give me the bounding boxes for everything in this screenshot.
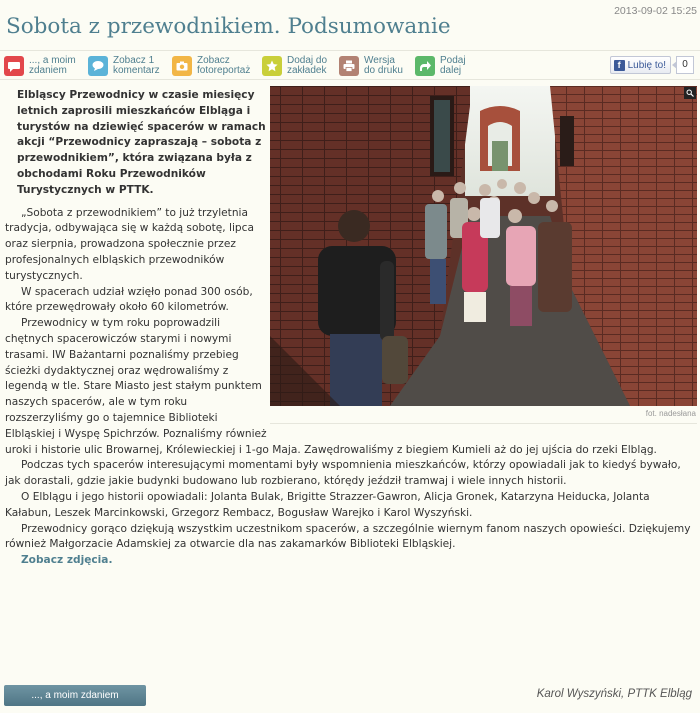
share-button[interactable]: Podaj dalej xyxy=(415,54,466,78)
see-photos-link[interactable]: Zobacz zdjęcia xyxy=(21,554,109,567)
comment-icon xyxy=(88,56,108,76)
print-version-button[interactable]: Wersja do druku xyxy=(339,54,403,78)
speech-bubble-icon xyxy=(4,56,24,76)
view-comments-button[interactable]: Zobacz 1 komentarz xyxy=(88,54,160,78)
facebook-icon: f xyxy=(614,60,625,71)
photo-caption: fot. nadesłana xyxy=(645,409,696,418)
article-toolbar xyxy=(0,50,700,80)
camera-icon xyxy=(172,56,192,76)
article-lead: Elbląscy Przewodnicy w czasie miesięcy letnich zaprosili mieszkańców Elbląga i turystów na dziewięć spacerów w ramach akcji “Przewodnicy zapraszają – sobota z przewodnikiem”, która związana była z obchodami Roku Przewodników Turystycznych w PTTK. xyxy=(17,89,266,196)
article-title: Sobota z przewodnikiem. Podsumowanie xyxy=(6,14,451,39)
article-paragraph: „Sobota z przewodnikiem” to już trzyletnia tradycja, odbywająca się w każdą sobotę, lipca oraz sierpnia, prowadzona społecznie przez profesjonalnych elbląskich przewodników turystycznych. xyxy=(5,206,254,282)
photo-report-button[interactable]: Zobacz fotoreportaż xyxy=(172,54,250,78)
photo-placeholder xyxy=(267,88,695,428)
bookmark-button[interactable]: Dodaj do zakładek xyxy=(262,54,327,78)
printer-icon xyxy=(339,56,359,76)
facebook-like-widget xyxy=(610,56,694,74)
facebook-like-button[interactable]: f Lubię to! xyxy=(610,56,671,74)
article-paragraph: Przewodnicy w tym roku poprowadzili chętnych spacerowiczów starymi i nowymi trasami. IW Bażantarni poznaliśmy przebieg ścieżki dydaktycznej oraz wędrowaliśmy z legendą w tle. Stare Miasto jest stałym punktem naszych spacerów, ale w tym roku rozszerzyliśmy go o tajemnice Biblioteki Elbląskiej i Wyspę Spichrzów. Poznaliśmy również uroki i historie ulic Browarnej, Królewieckiej i 1-go Maja. Zawędrowaliśmy z biegiem Kumieli aż do jej ujścia do rzeki Elbląg. xyxy=(5,317,657,456)
article-paragraph: Przewodnicy gorąco dziękują wszystkim uczestnikom spacerów, a szczególnie wiernym fanom naszych opowieści. Dziękujemy również Małgorzacie Adamskiej za otwarcie dla nas zakamarków Biblioteki Elbląskiej. xyxy=(5,522,691,551)
opinion-bottom-button[interactable]: ..., a moim zdaniem xyxy=(4,685,146,706)
opinion-button[interactable]: ..., a moim zdaniem xyxy=(4,54,76,78)
article-paragraph: W spacerach udział wzięło ponad 300 osób, które przewędrowały około 60 kilometrów. xyxy=(5,285,253,314)
article-body xyxy=(5,88,695,569)
star-icon xyxy=(262,56,282,76)
article-author: Karol Wyszyński, PTTK Elbląg xyxy=(536,688,692,700)
see-photos-line: Zobacz zdjęcia. xyxy=(21,554,113,567)
article-date: 2013-09-02 15:25 xyxy=(614,5,697,17)
article-paragraph: Podczas tych spacerów interesującymi momentami były wspomnienia mieszkańców, którzy opowiadali jak to kiedyś bywało, jak dorastali, gdzie jakie budynki budowano lub rozbierano, którędy jeździł tramwaj i wiele innych historii. xyxy=(5,459,681,488)
article-paragraph: O Elblągu i jego historii opowiadali: Jolanta Bulak, Brigitte Strazzer-Gawron, Alicja Gronek, Katarzyna Heiducka, Jolanta Kałabun, Leszek Marcinkowski, Grzegorz Rembacz, Bogusław Warejko i Karol Wyszyński. xyxy=(5,490,650,519)
like-count: 0 xyxy=(676,56,694,74)
share-arrow-icon xyxy=(415,56,435,76)
